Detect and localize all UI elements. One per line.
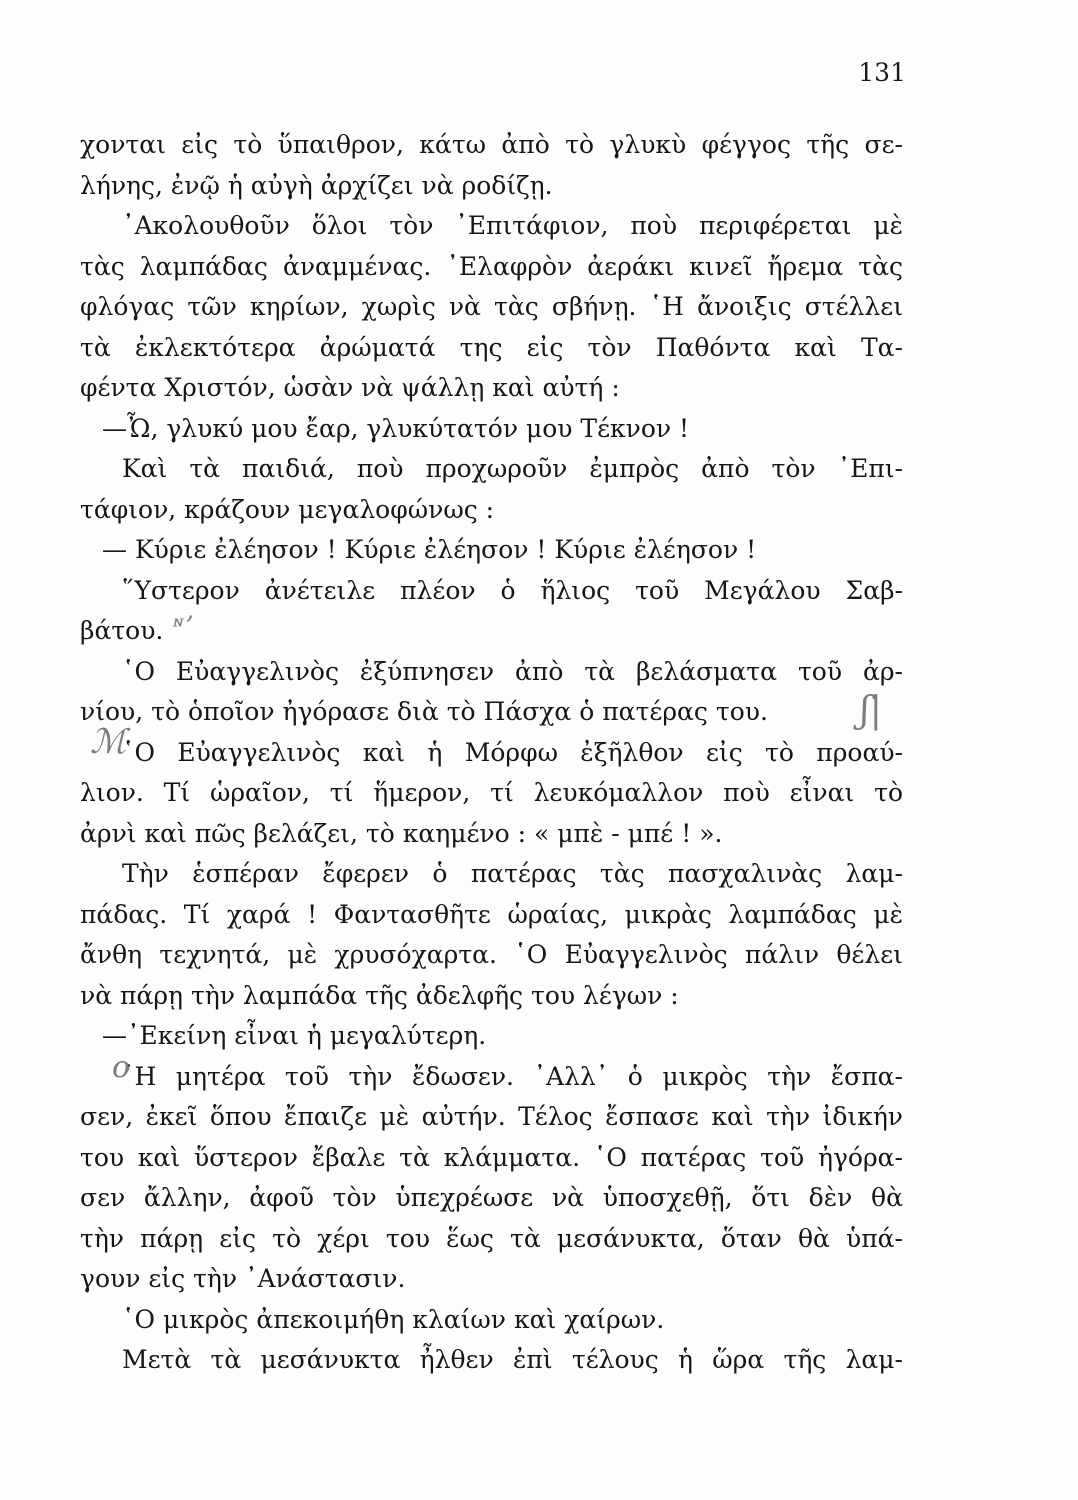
text-line: τὰ ἐκλεκτότερα ἀρώματά της εἰς τὸν Παθόντα καὶ Τα- [80,332,903,362]
text-line: φέντα Χριστόν, ὡσὰν νὰ ψάλλῃ καὶ αὐτή : [80,373,620,402]
text-line: ῾Ο μικρὸς ἀπεκοιμήθη κλαίων καὶ χαίρων. [122,1304,665,1334]
text-line: λήνης, ἐνῷ ἡ αὐγὴ ἀρχίζει νὰ ροδίζῃ. [80,170,553,200]
pencil-mark: ℳ [90,722,127,762]
text-line: πάδας. Τί χαρά ! Φαντασθῆτε ὡραίας, μικρὰς λαμπάδας μὲ [80,899,903,929]
pencil-mark: o [112,1050,131,1085]
text-line: τὴν πάρῃ εἰς τὸ χέρι του ἕως τὰ μεσάνυκτα, ὅταν θὰ ὑπά- [80,1223,903,1253]
text-line: ῾Ο Εὐαγγελινὸς καὶ ἡ Μόρφω ἐξῆλθον εἰς τὸ προαύ- [122,737,903,767]
text-line: — Κύριε ἐλέησον ! Κύριε ἐλέησον ! Κύριε ἐλέησον ! [102,535,757,564]
text-line: νὰ πάρῃ τὴν λαμπάδα τῆς ἀδελφῆς του λέγων : [80,980,679,1010]
text-line: βάτου. [80,616,164,645]
pencil-mark: ʃ| [860,690,882,731]
text-line: ῞Υστερον ἀνέτειλε πλέον ὁ ἥλιος τοῦ Μεγάλου Σαβ- [122,575,903,605]
page-number: 131 [858,58,906,87]
text-line: χονται εἰς τὸ ὕπαιθρον, κάτω ἀπὸ τὸ γλυκὺ φέγγος τῆς σε- [80,130,903,159]
text-line: τὰς λαμπάδας ἀναμμένας. ᾿Ελαφρὸν ἀεράκι κινεῖ ἤρεμα τὰς [80,251,903,281]
text-line: λιον. Τί ὡραῖον, τί ἥμερον, τί λευκόμαλλον ποὺ εἶναι τὸ [80,778,903,807]
text-line: —Ὦ, γλυκύ μου ἔαρ, γλυκύτατόν μου Τέκνον ! [102,413,690,443]
text-line: τάφιον, κράζουν μεγαλοφώνως : [80,494,495,524]
pencil-mark: ᶰʼ [172,612,193,642]
text-line: Μετὰ τὰ μεσάνυκτα ἦλθεν ἐπὶ τέλους ἡ ὥρα τῆς λαμ- [122,1345,903,1374]
text-line: του καὶ ὕστερον ἔβαλε τὰ κλάμματα. ῾Ο πατέρας τοῦ ἠγόρα- [80,1142,903,1172]
text-line: ἀρνὶ καὶ πῶς βελάζει, τὸ καημένο : « μπὲ - μπέ ! ». [80,818,723,848]
text-line: φλόγας τῶν κηρίων, χωρὶς νὰ τὰς σβήνῃ. ῾Η ἄνοιξις στέλλει [80,292,903,321]
text-line: —᾿Εκείνη εἶναι ἡ μεγαλύτερη. [102,1021,487,1050]
text-line: σεν ἄλλην, ἀφοῦ τὸν ὑπεχρέωσε νὰ ὑποσχεθῇ, ὅτι δὲν θὰ [80,1183,903,1212]
body-text [80,125,903,1381]
text-line: Τὴν ἑσπέραν ἔφερεν ὁ πατέρας τὰς πασχαλινὰς λαμ- [122,859,903,888]
text-line: ῾Ο Εὐαγγελινὸς ἐξύπνησεν ἀπὸ τὰ βελάσματα τοῦ ἀρ- [122,656,903,686]
text-line: Καὶ τὰ παιδιά, ποὺ προχωροῦν ἐμπρὸς ἀπὸ τὸν ᾿Επι- [122,454,903,483]
text-line: ἄνθη τεχνητά, μὲ χρυσόχαρτα. ῾Ο Εὐαγγελινὸς πάλιν θέλει [80,940,903,969]
text-line: νίου, τὸ ὁποῖον ἠγόρασε διὰ τὸ Πάσχα ὁ πατέρας του. [80,697,768,726]
text-line: ῾Η μητέρα τοῦ τὴν ἔδωσεν. ᾿Αλλ᾿ ὁ μικρὸς τὴν ἔσπα- [122,1061,903,1091]
text-line: γουν εἰς τὴν ᾿Ανάστασιν. [80,1264,406,1293]
text-line: σεν, ἐκεῖ ὅπου ἔπαιζε μὲ αὐτήν. Τέλος ἔσπασε καὶ τὴν ἰδικήν [80,1102,903,1131]
text-line: ᾿Ακολουθοῦν ὅλοι τὸν ᾿Επιτάφιον, ποὺ περιφέρεται μὲ [122,211,903,240]
